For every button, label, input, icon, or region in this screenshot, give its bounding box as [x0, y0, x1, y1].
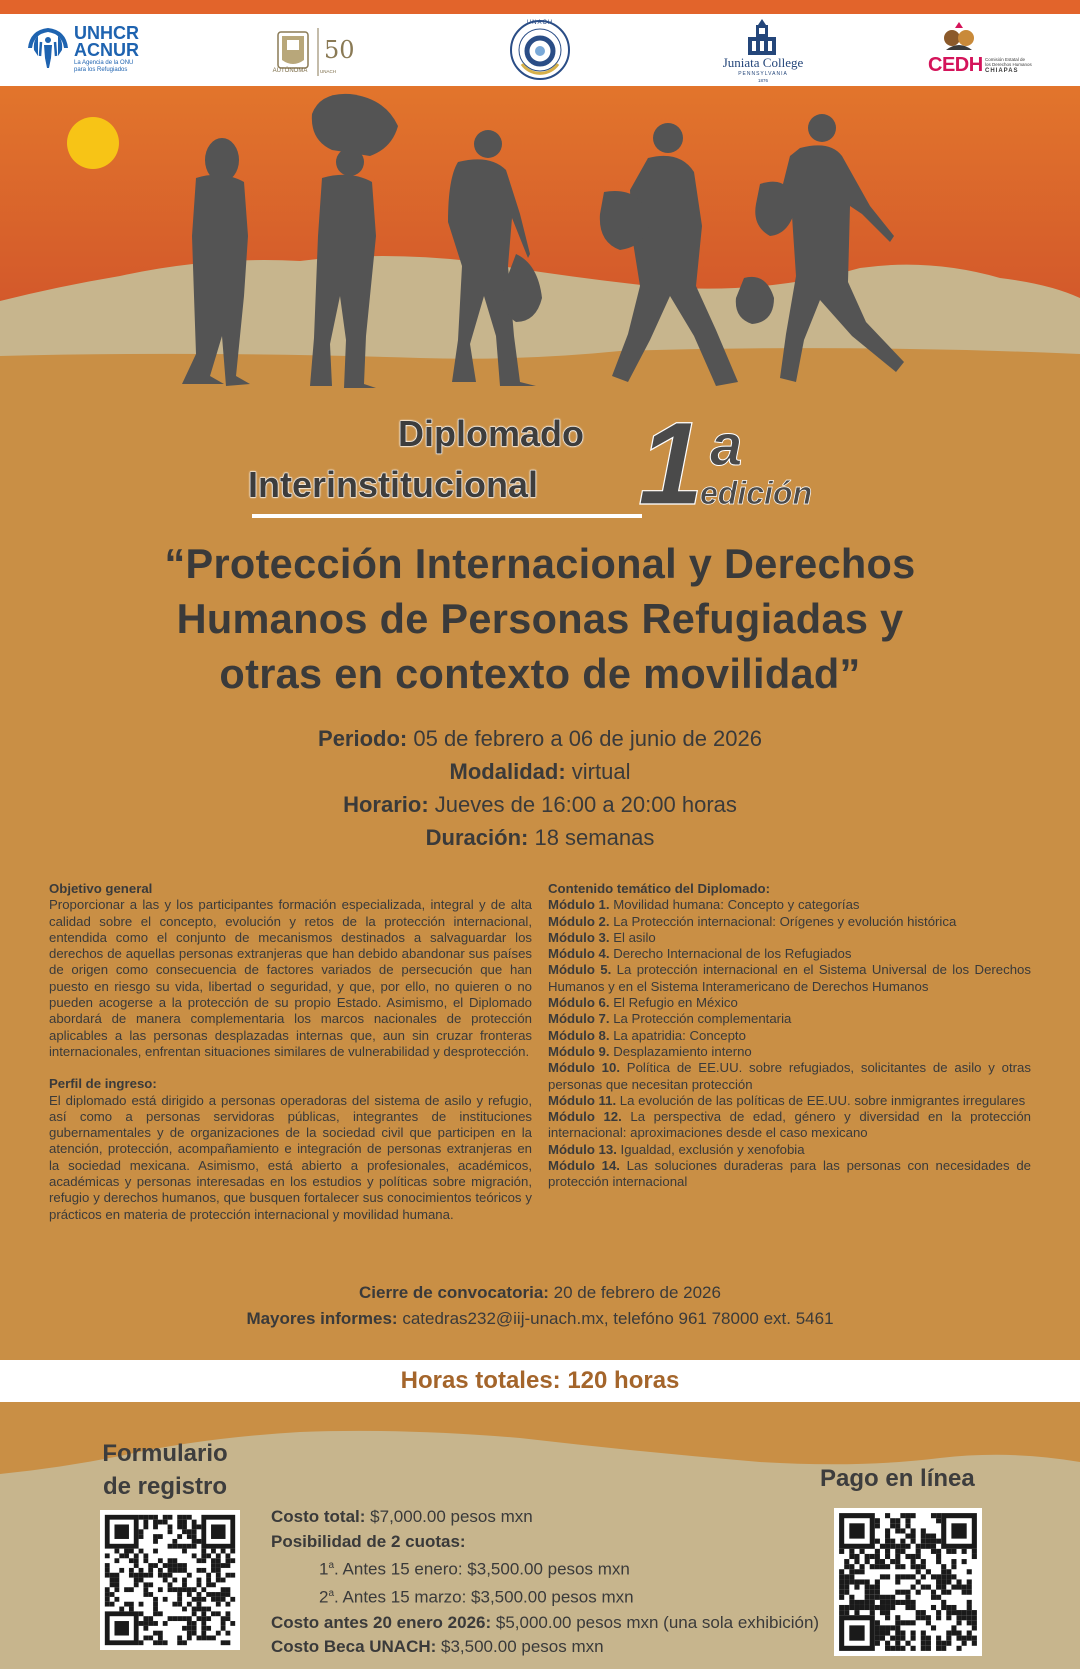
juniata-year: 1876 [757, 78, 768, 83]
unhcr-logo [24, 22, 164, 80]
main-title [40, 536, 1040, 701]
cost-early-label: Costo antes 20 enero 2026: [271, 1612, 492, 1632]
iij-seal-icon [508, 18, 572, 82]
program-kind-line2: Interinstitucional [248, 464, 539, 505]
module-item: Módulo 11. La evolución de las políticas de EE.UU. sobre inmigrantes irregulares [548, 1092, 1026, 1108]
svg-text:50: 50 [324, 36, 355, 64]
objective-heading: Objetivo general [49, 881, 153, 896]
payment-qr-code[interactable] [834, 1508, 982, 1656]
contact-value: catedras232@iij-unach.mx, telefóno 961 78000 ext. 5461 [397, 1309, 834, 1328]
module-item: Módulo 3. El asilo [548, 929, 656, 945]
module-item: Módulo 8. La apatridia: Concepto [548, 1027, 746, 1043]
detail-schedule [0, 789, 1080, 821]
module-item: Módulo 4. Derecho Internacional de los Refugiados [548, 946, 852, 962]
unach-autonoma-logo [262, 24, 372, 80]
objective-text: Proporcionar a las y los participantes formación especializada, integral y de alta calidad sobre el concepto, evolución y retos de la protección internacional, entendida como el conjunto de mecanismos destinados a salvaguardar los derechos de aquellas personas extranjeras que han debido abandonar sus países de origen como consecuencia de factores variados de persecución que han puesto en riesgo su vida, libertad o seguridad, y que, por ello, no quieren o no pueden acogerse a la protección de su propio Estado. Asimismo, el Diplomado abordará de manera complementaria los marcos nacionales de protección aplicables a las personas desplazadas internas que, aun sin cruzar fronteras internacionales, enfrentan situaciones similares de vulnerabilidad y desprotección. [49, 897, 532, 1059]
module-list [548, 897, 1031, 1190]
module-item: Módulo 5. La protección internacional en el Sistema Universal de los Derechos Humanos y en el Sistema Interamericano de Derechos Humanos [548, 962, 1031, 994]
iij-unach-seal [508, 18, 572, 82]
unhcr-person-icon [24, 26, 72, 70]
contact-info [0, 1305, 1080, 1333]
cost-installment-1: 1$^a$. Antes 15 enero: $3,500.00 pesos mxn [319, 1559, 630, 1579]
right-column [548, 881, 1031, 1191]
unach-anniv-caption: UNACH [320, 69, 337, 74]
module-item: Módulo 2. La Protección internacional: Orígenes y evolución histórica [548, 913, 957, 929]
detail-modality [0, 756, 1080, 788]
detail-modality-value: virtual [565, 759, 631, 784]
program-kind-line1: Diplomado [398, 413, 584, 454]
cost-total [271, 1505, 831, 1530]
closing-value: 20 de febrero de 2026 [548, 1283, 721, 1302]
program-underline [252, 514, 642, 518]
module-item: Módulo 1. Movilidad humana: Concepto y categorías [548, 897, 860, 913]
cost-early [271, 1611, 831, 1636]
cost-scholarship [271, 1635, 831, 1660]
profile-text: El diplomado está dirigido a personas operadoras del sistema de asilo y refugio, así como a personas servidoras públicas, integrantes de instituciones gubernamentales y de organizaciones de la sociedad civil que participen en la atención, protección, acompañamiento e integración de personas extranjeras en la sociedad mexicana. Asimismo, está abierto a profesionales, académicos, académicas y personas interesadas en los estudios y políticas sobre migración, refugio y derechos humanos, que busquen fortalecer sus conocimientos teóricos y prácticos en materia de protección internacional y movilidad humana. [49, 1092, 532, 1222]
cost-scholarship-label: Costo Beca UNACH: [271, 1637, 437, 1657]
cost-scholarship-value: $3,500.00 pesos mxn [436, 1637, 604, 1657]
juniata-building-icon [744, 18, 780, 56]
cedh-chiapas-logo [928, 20, 1048, 82]
closing-label: Cierre de convocatoria: [359, 1283, 549, 1302]
online-payment-label: Pago en línea [820, 1465, 975, 1492]
cost-installments-label: Posibilidad de 2 cuotas: [271, 1531, 466, 1551]
main-title-line-1: “Protección Internacional y Derechos [164, 540, 916, 587]
hero-illustration [0, 86, 1080, 446]
module-item: Módulo 12. La perspectiva de edad, género y diversidad en la protección internacional: aproximaciones desde el caso mexicano [548, 1109, 1031, 1141]
top-accent-bar [0, 0, 1080, 14]
partner-logos-bar [0, 14, 1080, 86]
unhcr-tagline-2: para los Refugiados [74, 67, 128, 73]
edition-number: 1 [638, 398, 704, 530]
edition-word: edición [700, 475, 813, 511]
cedh-emblem-icon [940, 20, 978, 54]
main-title-line-3: otras en contexto de movilidad” [219, 650, 861, 697]
cost-installment-2: 2$^a$. Antes 15 marzo: $3,500.00 pesos mxn [319, 1588, 634, 1608]
detail-schedule-label: Horario: [343, 792, 429, 817]
juniata-title: Juniata College [722, 55, 804, 70]
contents-heading: Contenido temático del Diplomado: [548, 881, 770, 896]
unhcr-name: UNHCR [74, 23, 139, 43]
left-column [49, 881, 532, 1223]
registration-line-2: de registro [102, 1473, 228, 1500]
detail-period [0, 723, 1080, 755]
cost-installments [271, 1530, 831, 1555]
cedh-sub-1: Comisión Estatal de [985, 57, 1026, 62]
detail-duration-label: Duración: [425, 825, 529, 850]
module-item: Módulo 9. Desplazamiento interno [548, 1043, 752, 1059]
module-item: Módulo 7. La Protección complementaria [548, 1011, 792, 1027]
registration-qr-code[interactable] [100, 1510, 240, 1650]
detail-period-label: Periodo: [318, 726, 408, 751]
module-item: Módulo 13. Igualdad, exclusión y xenofobia [548, 1141, 805, 1157]
registration-form-label [90, 1437, 240, 1503]
contact-label: Mayores informes: [246, 1309, 398, 1328]
total-hours-band [0, 1360, 1080, 1402]
unhcr-tagline-1: La Agencia de la ONU [74, 60, 134, 66]
detail-modality-label: Modalidad: [449, 759, 566, 784]
juniata-state: PENNSYLVANIA [738, 71, 788, 77]
iij-seal-top-text: UNACH [526, 20, 554, 26]
sun [67, 117, 119, 169]
profile-heading: Perfil de ingreso: [49, 1076, 157, 1092]
detail-duration-value: 18 semanas [528, 825, 655, 850]
module-item: Módulo 6. El Refugio en México [548, 995, 738, 1011]
costs-block [271, 1505, 831, 1660]
module-item: Módulo 14. Las soluciones duraderas para las personas con necesidades de protección internacional [548, 1158, 1032, 1190]
cost-total-value: $7,000.00 pesos mxn [365, 1507, 533, 1526]
cedh-sub-2: los Derechos Humanos [985, 62, 1032, 67]
acnur-name: ACNUR [74, 40, 139, 60]
edition-super: a [710, 413, 743, 478]
detail-period-value: 05 de febrero a 06 de junio de 2026 [407, 726, 762, 751]
cedh-sub-3: CHIAPAS [985, 68, 1019, 74]
detail-schedule-value: Jueves de 16:00 a 20:00 horas [428, 792, 737, 817]
juniata-college-logo [718, 18, 808, 84]
total-hours: Horas totales: 120 horas [400, 1367, 680, 1394]
cost-total-label: Costo total: [271, 1507, 366, 1526]
module-item: Módulo 10. Política de EE.UU. sobre refugiados, solicitantes de asilo y otras personas que necesitan protección [548, 1060, 1031, 1092]
main-title-line-2: Humanos de Personas Refugiadas y [176, 595, 904, 642]
detail-duration [0, 822, 1080, 854]
cost-early-value: $5,000.00 pesos mxn (una sola exhibición) [491, 1612, 820, 1632]
unach-autonoma-caption: AUTÓNOMA [272, 68, 308, 74]
registration-line-1: Formulario [102, 1440, 228, 1467]
closing-date [0, 1279, 1080, 1307]
cedh-acronym: CEDH [928, 54, 983, 76]
